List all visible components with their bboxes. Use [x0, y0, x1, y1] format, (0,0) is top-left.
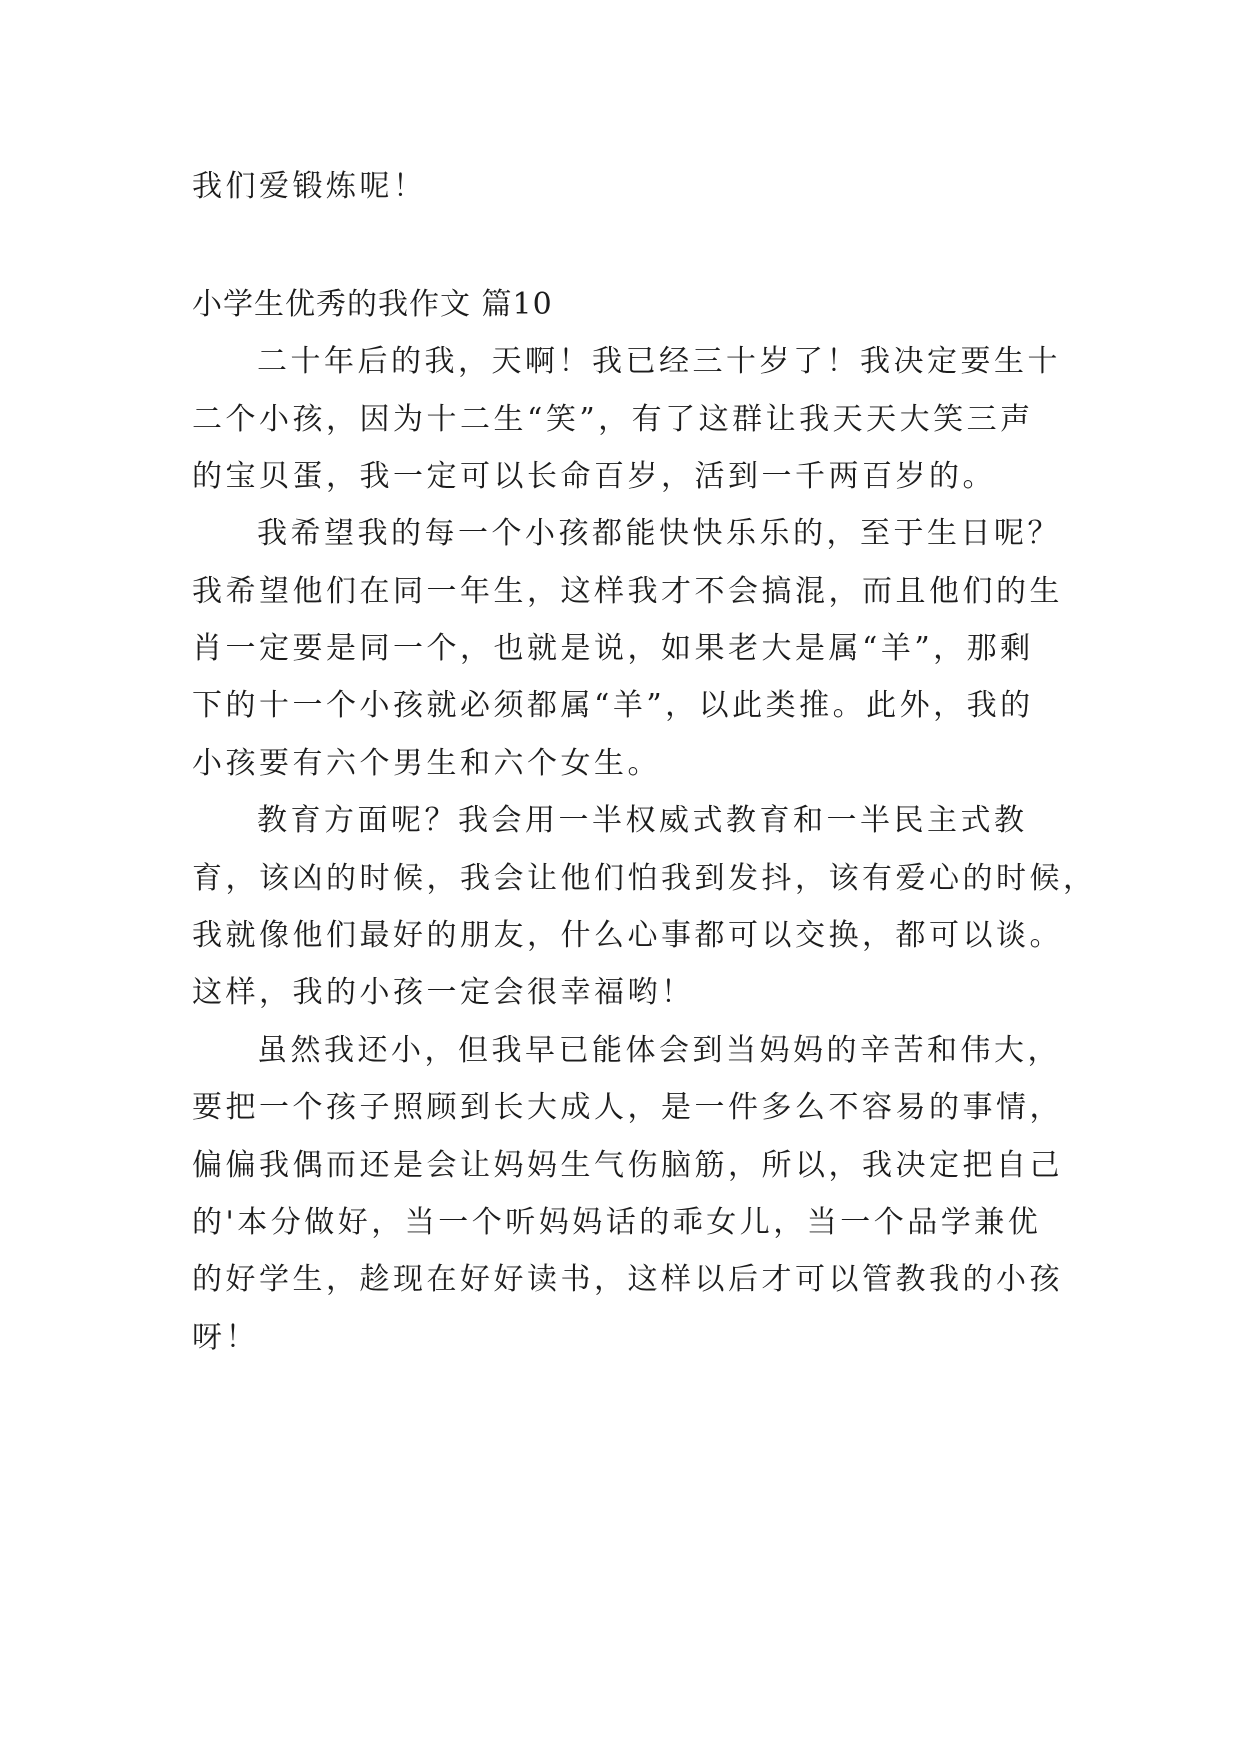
- text-line: 教育方面呢？我会用一半权威式教育和一半民主式教: [257, 803, 1028, 838]
- text-line: 下的十一个小孩就必须都属“羊”，以此类推。此外，我的: [192, 688, 1034, 723]
- text-line: 二十年后的我，天啊！我已经三十岁了！我决定要生十: [257, 344, 1061, 379]
- text-line: 肖一定要是同一个，也就是说，如果老大是属“羊”，那剩: [192, 631, 1034, 666]
- text-line: 的宝贝蛋，我一定可以长命百岁，活到一千两百岁的。: [192, 459, 996, 494]
- text-line: 小孩要有六个男生和六个女生。: [192, 746, 661, 781]
- text-line: 虽然我还小，但我早已能体会到当妈妈的辛苦和伟大，: [257, 1033, 1061, 1068]
- text-line: 这样，我的小孩一定会很幸福哟！: [192, 975, 695, 1010]
- text-line: 偏偏我偶而还是会让妈妈生气伤脑筋，所以，我决定把自己: [192, 1148, 1063, 1183]
- text-line: 要把一个孩子照顾到长大成人，是一件多么不容易的事情，: [192, 1090, 1063, 1125]
- section-heading: 小学生优秀的我作文 篇10: [192, 287, 553, 322]
- text-line: 我就像他们最好的朋友，什么心事都可以交换，都可以谈。: [192, 918, 1063, 953]
- text-line: 呀！: [192, 1320, 259, 1355]
- text-line: 的好学生，趁现在好好读书，这样以后才可以管教我的小孩: [192, 1262, 1063, 1297]
- text-line: 我希望我的每一个小孩都能快快乐乐的，至于生日呢？: [257, 516, 1061, 551]
- text-line: 的'本分做好，当一个听妈妈话的乖女儿，当一个品学兼优: [192, 1205, 1042, 1240]
- text-line: 二个小孩，因为十二生“笑”，有了这群让我天天大笑三声: [192, 402, 1034, 437]
- text-line: 育，该凶的时候，我会让他们怕我到发抖，该有爱心的时候，: [192, 861, 1097, 896]
- text-line: 我希望他们在同一年生，这样我才不会搞混，而且他们的生: [192, 574, 1063, 609]
- closing-line: 我们爱锻炼呢！: [192, 169, 427, 204]
